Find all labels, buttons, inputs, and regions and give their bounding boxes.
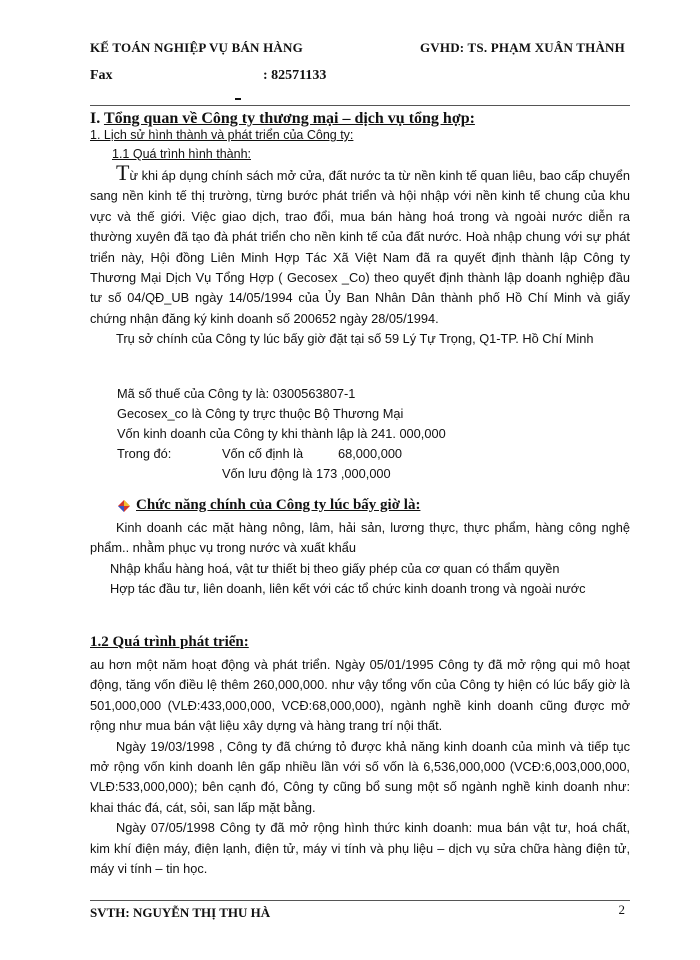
text-mark: [235, 98, 241, 100]
header-right: GVHD: TS. PHẠM XUÂN THÀNH: [420, 40, 625, 55]
diamond-bullet-icon: [118, 500, 130, 512]
footer-student: SVTH: NGUYỄN THỊ THU HÀ: [90, 905, 271, 920]
development-paragraph-1: au hơn một năm hoạt động và phát triển. Ngày 05/01/1995 Công ty đã mở rộng qui mô hoạt động, tăng vốn điều lệ thêm 260,000,000. như vậy tổng vốn của Công ty hiện có lúc bấy giờ là 501,000,000 (VLĐ:433,000,000, VCĐ:68,000,000), ngành nghề kinh doanh cũng được mở rộng như mua bán vật liệu xây dựng và hàng trang trí nội thất.: [90, 657, 630, 734]
history-paragraph-2: Trụ sở chính của Công ty lúc bấy giờ đặt tại số 59 Lý Tự Trọng, Q1-TP. Hồ Chí Minh: [116, 331, 594, 347]
functions-paragraph-2: Nhập khẩu hàng hoá, vật tư thiết bị theo giấy phép của cơ quan có thẩm quyền: [110, 560, 560, 576]
fax-label: Fax: [90, 68, 113, 83]
working-capital: Vốn lưu động là 173 ,000,000: [222, 466, 391, 481]
founding-capital: Vốn kinh doanh của Công ty khi thành lập là 241. 000,000: [117, 426, 446, 441]
fixed-capital-label: Vốn cố định là: [222, 446, 304, 461]
tax-code: Mã số thuế của Công ty là: 0300563807-1: [117, 386, 356, 401]
history-text: [90, 160, 630, 350]
history-paragraph-1: [90, 160, 630, 329]
subheading-1-1-text: 1.1 Quá trình hình thành:: [112, 147, 251, 161]
header-rule: [90, 105, 630, 106]
development-text: [90, 655, 630, 879]
page-number: 2: [618, 902, 625, 917]
drop-letter: T: [116, 160, 130, 185]
functions-paragraph-3: Hợp tác đầu tư, liên doanh, liên kết với các tổ chức kinh doanh trong và ngoài nước: [110, 581, 586, 597]
footer-rule: [90, 900, 630, 901]
header-left: KẾ TOÁN NGHIỆP VỤ BÁN HÀNG: [90, 40, 303, 55]
functions-text: [90, 518, 630, 600]
fixed-capital-value: 68,000,000: [338, 446, 403, 461]
in-which-label: Trong đó:: [117, 446, 172, 461]
development-paragraph-2: Ngày 19/03/1998 , Công ty đã chứng tỏ được khả năng kinh doanh của mình và tiếp tục mở rộng vốn kinh doanh lên gấp nhiều lần với số vốn là 6,536,000,000 (VCĐ:6,003,000,000, VLĐ:533,000,000); bên cạnh đó, Công ty cũng bổ sung một số ngành nghề kinh doanh như: khai thác đá, cát, sỏi, san lấp mặt bằng.: [90, 738, 630, 815]
section-title: Tổng quan về Công ty thương mại – dịch vụ tổng hợp:: [103, 110, 475, 127]
development-paragraph-3: Ngày 07/05/1998 Công ty đã mở rộng hình thức kinh doanh: mua bán vật tư, hoá chất, kim khí điện máy, điện lạnh, điện tử, máy vi tính và phụ liệu – dịch vụ sửa chữa hàng điện tử, máy vi tính – tin học.: [90, 820, 630, 877]
development-title: 1.2 Quá trình phát triển:: [90, 634, 249, 650]
functions-title: Chức năng chính của Công ty lúc bấy giờ là:: [136, 497, 421, 513]
subheading-1-text: 1. Lịch sử hình thành và phát triển của Công ty:: [90, 128, 354, 142]
section-heading: [90, 110, 475, 128]
section-roman: I.: [90, 110, 101, 127]
subheading-1-1: [112, 147, 251, 161]
subheading-1: [90, 128, 353, 142]
history-paragraph-1-text: ừ khi áp dụng chính sách mở cửa, đất nước ta từ nền kinh tế quan liêu, bao cấp chuyển sang nền kinh tế thị trường, từng bước phát triển và hội nhập với nền kinh tế chung của khu vực và thế giới. Việc giao dịch, trao đổi, mua bán hàng hoá trong và ngoài nước diễn ra thường xuyên đã tạo đà phát triển cho nền kinh tế của đất nước. Hoà nhập chung với sự phát triển này, Hội đồng Liên Minh Hợp Tác Xã Việt Nam đã ra quyết định thành lập Công ty Thương Mại Dịch Vụ Tổng Hợp ( Gecosex _Co) theo quyết định thành lập doanh nghiệp đầu tư số 04/QĐ_UB ngày 14/05/1994 của Ủy Ban Nhân Dân thành phố Hồ Chí Minh và giấy chứng nhận đăng ký kinh doanh số 200652 ngày 28/05/1994.: [90, 168, 630, 326]
parent-ministry: Gecosex_co là Công ty trực thuộc Bộ Thương Mại: [117, 406, 404, 421]
fax-value: : 82571133: [263, 68, 327, 83]
functions-heading: [136, 497, 420, 514]
functions-paragraph-1: Kinh doanh các mặt hàng nông, lâm, hải sản, lương thực, thực phẩm, hàng công nghệ phẩm.. nhằm phục vụ trong nước và xuất khẩu: [90, 520, 630, 556]
development-heading: [90, 634, 249, 651]
